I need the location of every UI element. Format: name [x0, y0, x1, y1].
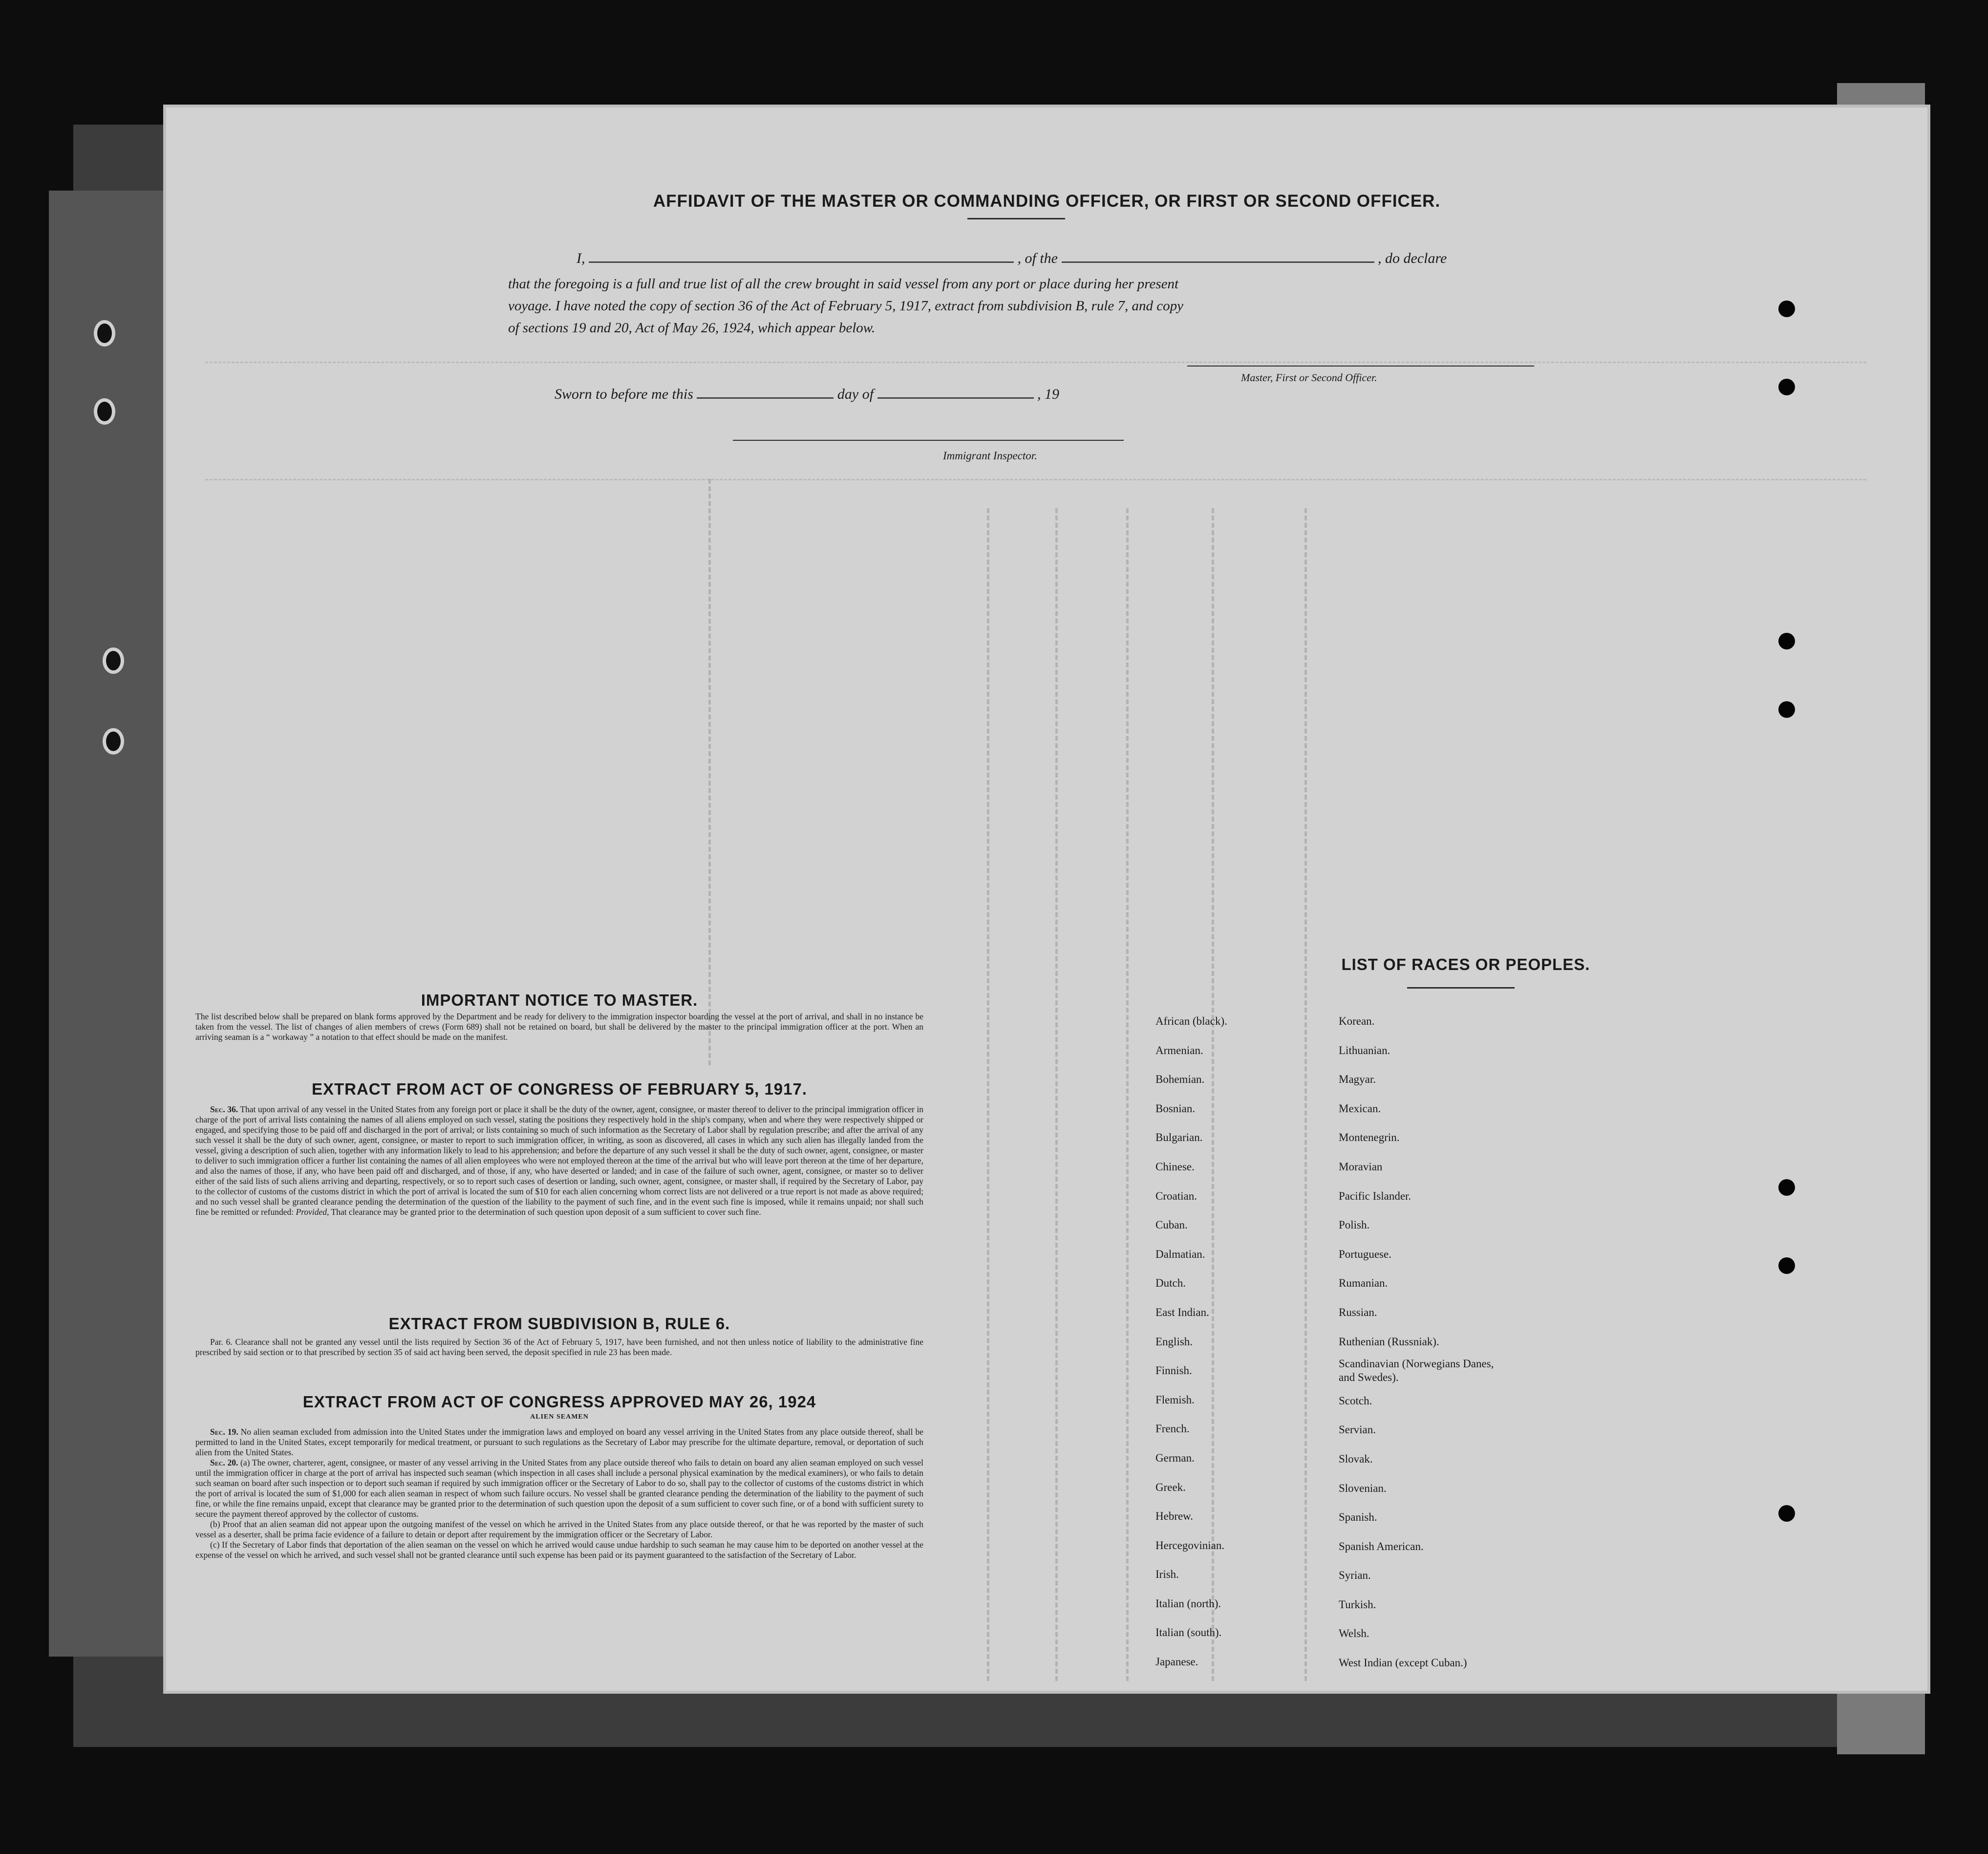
extract-1917-title: EXTRACT FROM ACT OF CONGRESS OF FEBRUARY 5, 1917.	[311, 1080, 808, 1098]
race-item: Spanish.	[1339, 1511, 1377, 1524]
race-item: English.	[1155, 1335, 1193, 1348]
sworn-day-blank[interactable]	[697, 397, 834, 399]
punch-hole	[1778, 379, 1795, 395]
sworn-line	[555, 386, 1059, 403]
punch-hole	[1778, 1257, 1795, 1274]
sec-19-paragraph	[195, 1427, 923, 1458]
races-right-column	[1339, 1007, 1500, 1678]
affidavit-line-1: that the foregoing is a full and true list of all the crew brought in said vessel from any port or place during her present	[508, 276, 1179, 292]
name-blank[interactable]	[589, 261, 1014, 263]
race-item: Turkish.	[1339, 1598, 1376, 1611]
notice-title: IMPORTANT NOTICE TO MASTER.	[421, 991, 698, 1009]
year-prefix: , 19	[1037, 386, 1060, 402]
ghost-column-line	[1126, 508, 1129, 1681]
race-item: Armenian.	[1155, 1044, 1203, 1056]
sec-36-text: That upon arrival of any vessel in the United States from any foreign port or place it shall be the duty of the owner, agent, consignee, or master thereof to deliver to the principal immigration officer in charge of the port of arrival lists containing the names of all aliens employed on such vessel, stating the positions they respectively hold in the ship's company, when and where they were respectively shipped or engaged, and specifying those to be paid off and discharged in the port of arrival; or lists containing so much of such information as the Secretary of Labor shall by regulation prescribe; and after the arrival of any such vessel it shall be the duty of such owner, agent, consignee, or master to report to such immigration officer, in writing, as soon as discovered, all cases in which any such alien has illegally landed from the vessel, giving a description of such alien, together with any information likely to lead to his apprehension; and before the departure of any such vessel it shall be the duty of such owner, agent, consignee, or master to deliver to such immigration officer a further list containing the names of all alien employees who were not employed thereon at the time of the arrival but who will leave port thereon at the time of her departure, and also the names of those, if any, who have been paid off and discharged, and of those, if any, who have deserted or landed; and in case of the failure of such owner, agent, consignee, or master so to deliver either of the said lists of such aliens arriving and departing, respectively, or so to report such cases of desertion or landing, such owner, agent, consignee, or master shall, if required by the Secretary of Labor, pay to the collector of customs of the customs district in which the port of arrival is located the sum of $10 for each alien concerning whom correct lists are not delivered or a true report is not made as above required; and no such vessel shall be granted clearance pending the determination of the question of the liability to the payment of such fine, and in the event such fine is imposed, while it remains unpaid; nor shall such fine be remitted or refunded:	[195, 1104, 924, 1217]
race-item: Lithuanian.	[1339, 1044, 1390, 1056]
races-title: LIST OF RACES OR PEOPLES.	[1341, 955, 1590, 973]
race-item: East Indian.	[1155, 1306, 1209, 1318]
race-item: Rumanian.	[1339, 1277, 1388, 1290]
extract-1924-subtitle: ALIEN SEAMEN	[530, 1413, 589, 1421]
manifest-page	[166, 108, 1927, 1691]
sec-20a-text: (a) The owner, charterer, agent, consignee, or master of any vessel arriving in the United States from any place outside thereof who fails to detain on board any alien seaman employed on such vessel until the immigration officer in charge at the port of arrival has inspected such seaman (which inspection in all cases shall include a personal physical examination by the medical examiners), or who fails to detain such seaman on board after such inspection or to deport such seaman if required by such immigration officer or the Secretary of Labor to do so, shall pay to the collector of customs of the customs district in which the port of arrival is located the sum of $1,000 for each alien seaman in respect of whom such failure occurs. No vessel shall be granted clearance pending the determination of the liability to the payment of such fine, or while the fine remains unpaid, except that clearance may be granted prior to the determination of such question upon the deposit of a sum sufficient to cover such fine, or of a bond with sufficient surety to secure the payment thereof approved by the collector of customs.	[195, 1458, 924, 1519]
do-declare-text: , do declare	[1378, 250, 1447, 266]
punch-hole	[1778, 633, 1795, 649]
signature-caption: Master, First or Second Officer.	[1241, 371, 1377, 384]
race-item: Irish.	[1155, 1568, 1179, 1581]
race-item: Portuguese.	[1339, 1248, 1391, 1260]
sworn-month-blank[interactable]	[877, 397, 1034, 399]
affidavit-title: AFFIDAVIT OF THE MASTER OR COMMANDING OFFICER, OR FIRST OR SECOND OFFICER.	[653, 192, 1441, 211]
vessel-blank[interactable]	[1062, 261, 1374, 263]
race-item: Finnish.	[1155, 1364, 1192, 1377]
race-item: Japanese.	[1155, 1656, 1198, 1668]
sec-19-label: Sec. 19.	[210, 1427, 238, 1437]
race-item: Montenegrin.	[1339, 1131, 1400, 1144]
of-the-text: , of the	[1017, 250, 1058, 266]
binder-ring	[94, 320, 115, 346]
ghost-column-line	[1055, 508, 1058, 1681]
race-item: Hebrew.	[1155, 1510, 1194, 1523]
race-item: West Indian (except Cuban.)	[1339, 1657, 1467, 1669]
extract-1924-body	[195, 1427, 923, 1560]
inspector-caption: Immigrant Inspector.	[943, 450, 1037, 462]
ghost-column-line	[708, 479, 711, 1065]
punch-hole	[1778, 1179, 1795, 1196]
race-item: Greek.	[1155, 1481, 1186, 1493]
race-item: Flemish.	[1155, 1393, 1195, 1406]
race-item: Croatian.	[1155, 1189, 1197, 1202]
race-item: Dalmatian.	[1155, 1248, 1205, 1260]
sec-20-label: Sec. 20.	[210, 1458, 238, 1467]
race-item: German.	[1155, 1451, 1195, 1464]
race-item: Scotch.	[1339, 1394, 1372, 1407]
punch-hole	[1778, 701, 1795, 718]
proviso-label: Provided,	[296, 1207, 329, 1217]
sec-20b-paragraph: (b) Proof that an alien seaman did not appear upon the outgoing manifest of the vessel on which he arrived in the United States from any place outside thereof, or that he was reported by the master of such vessel as a deserter, shall be prima facie evidence of a failure to detain or deport after requirement by the immigration officer or the Secretary of Labor.	[195, 1519, 923, 1539]
extract-1924-title: EXTRACT FROM ACT OF CONGRESS APPROVED MAY 26, 1924	[302, 1393, 816, 1411]
binder-ring	[103, 647, 124, 674]
inspector-signature-line[interactable]	[733, 440, 1124, 441]
race-item: Welsh.	[1339, 1627, 1369, 1640]
race-item: Korean.	[1339, 1015, 1375, 1027]
race-item: Syrian.	[1339, 1569, 1371, 1582]
race-item: Bosnian.	[1155, 1102, 1196, 1115]
extract-rule6-title: EXTRACT FROM SUBDIVISION B, RULE 6.	[388, 1315, 730, 1333]
extract-rule6-body: Par. 6. Clearance shall not be granted any vessel until the lists required by Section 36 of the Act of February 5, 1917, have been furnished, and not then unless notice of liability to the administrative fine prescribed by said section or to that prescribed by section 35 of said act having been served, the deposit specified in rule 23 has been made.	[195, 1337, 923, 1357]
race-item: Cuban.	[1155, 1219, 1188, 1231]
affidavit-line-2: voyage. I have noted the copy of section 36 of the Act of February 5, 1917, extract from subdivision B, rule 7, and copy	[508, 298, 1184, 314]
race-item: Dutch.	[1155, 1277, 1186, 1290]
ghost-column-line	[987, 508, 989, 1681]
race-item: Magyar.	[1339, 1073, 1376, 1086]
race-item: Italian (south).	[1155, 1626, 1222, 1639]
race-item: Italian (north).	[1155, 1597, 1221, 1610]
binder-ring	[103, 728, 124, 755]
binder-ring	[94, 398, 115, 425]
punch-hole	[1778, 1505, 1795, 1522]
notice-body: The list described below shall be prepared on blank forms approved by the Department and be ready for delivery to the immigration inspector boarding the vessel at the port of arrival, and shall in no instance be taken from the vessel. The list of changes of alien members of crews (Form 689) shall not be retained on board, but shall be delivered by the master to the principal immigration officer at the port. When an arriving seaman is a “ workaway ” a notation to that effect should be made on the manifest.	[195, 1012, 923, 1042]
punch-hole	[1778, 301, 1795, 317]
race-item: Mexican.	[1339, 1102, 1381, 1115]
ghost-row-line	[205, 362, 1866, 363]
race-item: Hercegovinian.	[1155, 1539, 1225, 1552]
affidavit-title-rule	[967, 218, 1065, 219]
race-item: Pacific Islander.	[1339, 1189, 1411, 1202]
race-item: African (black).	[1155, 1015, 1227, 1027]
sec-19-text: No alien seaman excluded from admission into the United States under the immigration laws and employed on board any vessel arriving in the United States from any place outside thereof, shall be permitted to land in the United States, except temporarily for medical treatment, or pursuant to such regulations as the Secretary of Labor may prescribe for the ultimate departure, removal, or deportation of such alien from the United States.	[195, 1427, 924, 1457]
race-item: Bulgarian.	[1155, 1131, 1203, 1144]
sec-36-label: Sec. 36.	[210, 1104, 238, 1114]
sec-20c-paragraph: (c) If the Secretary of Labor finds that deportation of the alien seaman on the vessel on which he arrived would cause undue hardship to such seaman he may cause him to be deported on another vessel at the expense of the vessel on which he arrived, and such vessel shall not be granted clearance until such expense has been paid or its payment guaranteed to the satisfaction of the Secretary of Labor.	[195, 1540, 923, 1560]
race-item: Moravian	[1339, 1160, 1383, 1173]
race-item: Chinese.	[1155, 1160, 1195, 1173]
races-left-column	[1155, 1007, 1227, 1677]
ghost-column-line	[1304, 508, 1307, 1681]
race-item: Spanish American.	[1339, 1540, 1424, 1552]
race-item: Servian.	[1339, 1423, 1376, 1436]
ghost-row-line	[205, 479, 1866, 480]
race-item: Scandinavian (Norwegians Danes, and Swedes).	[1339, 1358, 1494, 1384]
race-item: Ruthenian (Russniak).	[1339, 1335, 1439, 1348]
affidavit-first-line	[577, 250, 1447, 267]
races-title-rule	[1407, 987, 1515, 989]
sec-20a-paragraph	[195, 1458, 923, 1519]
affidavit-line-3: of sections 19 and 20, Act of May 26, 1924, which appear below.	[508, 320, 876, 336]
race-item: Polish.	[1339, 1219, 1370, 1231]
pronoun: I,	[577, 250, 585, 266]
race-item: French.	[1155, 1423, 1190, 1435]
sworn-text: Sworn to before me this	[555, 386, 693, 402]
race-item: Slovak.	[1339, 1452, 1373, 1465]
race-item: Russian.	[1339, 1306, 1377, 1318]
race-item: Bohemian.	[1155, 1073, 1205, 1086]
race-item: Slovenian.	[1339, 1482, 1387, 1494]
day-of-text: day of	[837, 386, 874, 402]
extract-1917-body	[195, 1104, 923, 1217]
proviso-text: That clearance may be granted prior to the determination of such question upon deposit of a sum sufficient to cover such fine.	[331, 1207, 761, 1217]
